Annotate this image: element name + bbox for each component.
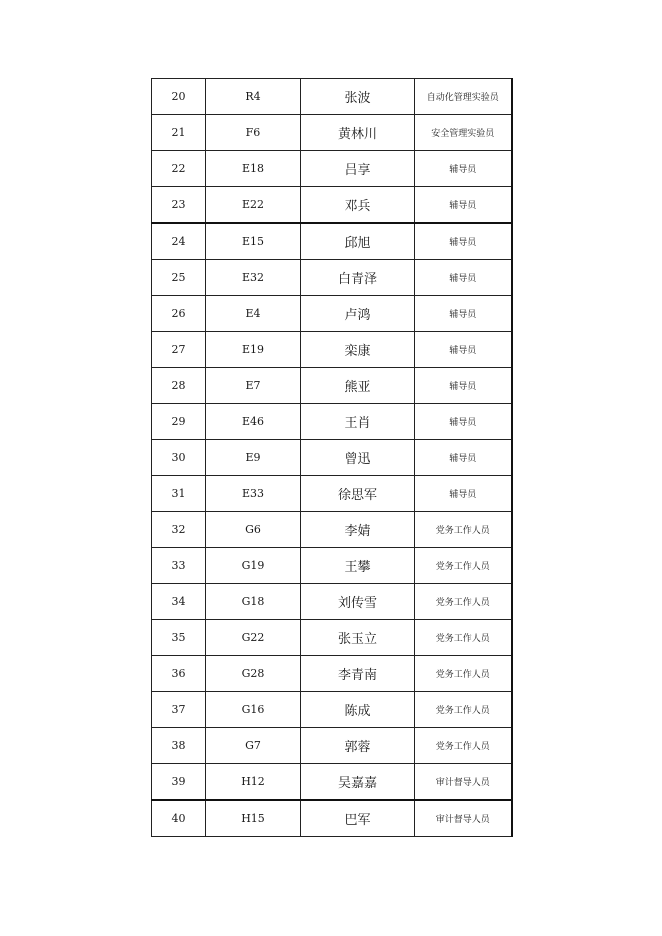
row-name: 巴军 — [301, 800, 415, 837]
row-code: G16 — [206, 692, 301, 728]
row-code: E7 — [206, 368, 301, 404]
table-row — [152, 476, 512, 512]
row-role: 自动化管理实验员 — [415, 79, 512, 115]
row-role: 辅导员 — [415, 476, 512, 512]
row-number: 40 — [152, 800, 206, 837]
row-number: 39 — [152, 764, 206, 801]
row-role: 辅导员 — [415, 440, 512, 476]
row-number: 30 — [152, 440, 206, 476]
row-code: E46 — [206, 404, 301, 440]
row-role: 审计督导人员 — [415, 800, 512, 837]
table-row — [152, 800, 512, 837]
row-name: 张波 — [301, 79, 415, 115]
row-code: H12 — [206, 764, 301, 801]
row-role: 辅导员 — [415, 404, 512, 440]
row-role: 党务工作人员 — [415, 512, 512, 548]
row-code: E15 — [206, 223, 301, 260]
row-name: 卢鸿 — [301, 296, 415, 332]
row-role: 辅导员 — [415, 223, 512, 260]
row-code: R4 — [206, 79, 301, 115]
table-row — [152, 656, 512, 692]
row-name: 白青泽 — [301, 260, 415, 296]
row-name: 吕享 — [301, 151, 415, 187]
row-number: 31 — [152, 476, 206, 512]
row-code: G19 — [206, 548, 301, 584]
staff-table-body — [152, 79, 512, 837]
table-row — [152, 440, 512, 476]
row-code: F6 — [206, 115, 301, 151]
row-name: 熊亚 — [301, 368, 415, 404]
row-name: 曾迅 — [301, 440, 415, 476]
table-row — [152, 584, 512, 620]
row-name: 邱旭 — [301, 223, 415, 260]
row-role: 辅导员 — [415, 151, 512, 187]
row-code: G22 — [206, 620, 301, 656]
row-number: 36 — [152, 656, 206, 692]
table-row — [152, 296, 512, 332]
row-code: H15 — [206, 800, 301, 837]
row-name: 邓兵 — [301, 187, 415, 224]
row-code: G18 — [206, 584, 301, 620]
table-row — [152, 151, 512, 187]
row-code: G7 — [206, 728, 301, 764]
staff-table — [151, 78, 513, 837]
table-row — [152, 223, 512, 260]
row-role: 党务工作人员 — [415, 548, 512, 584]
table-row — [152, 404, 512, 440]
row-name: 郭蓉 — [301, 728, 415, 764]
row-number: 28 — [152, 368, 206, 404]
table-row — [152, 368, 512, 404]
row-number: 33 — [152, 548, 206, 584]
table-row — [152, 260, 512, 296]
table-row — [152, 764, 512, 801]
row-number: 24 — [152, 223, 206, 260]
row-number: 37 — [152, 692, 206, 728]
row-role: 党务工作人员 — [415, 620, 512, 656]
row-role: 审计督导人员 — [415, 764, 512, 801]
row-code: G28 — [206, 656, 301, 692]
row-role: 辅导员 — [415, 187, 512, 224]
row-number: 20 — [152, 79, 206, 115]
row-name: 王攀 — [301, 548, 415, 584]
table-row — [152, 332, 512, 368]
row-number: 32 — [152, 512, 206, 548]
row-role: 辅导员 — [415, 260, 512, 296]
row-code: E19 — [206, 332, 301, 368]
row-role: 辅导员 — [415, 332, 512, 368]
row-role: 党务工作人员 — [415, 692, 512, 728]
row-number: 27 — [152, 332, 206, 368]
table-row — [152, 187, 512, 224]
row-number: 25 — [152, 260, 206, 296]
row-name: 吴嘉嘉 — [301, 764, 415, 801]
row-name: 李青南 — [301, 656, 415, 692]
row-number: 23 — [152, 187, 206, 224]
row-name: 陈成 — [301, 692, 415, 728]
row-code: E22 — [206, 187, 301, 224]
table-row — [152, 728, 512, 764]
row-role: 辅导员 — [415, 368, 512, 404]
table-row — [152, 620, 512, 656]
row-number: 26 — [152, 296, 206, 332]
row-name: 栾康 — [301, 332, 415, 368]
row-name: 王肖 — [301, 404, 415, 440]
row-number: 38 — [152, 728, 206, 764]
row-code: E4 — [206, 296, 301, 332]
row-number: 22 — [152, 151, 206, 187]
row-code: E18 — [206, 151, 301, 187]
row-role: 安全管理实验员 — [415, 115, 512, 151]
table-row — [152, 79, 512, 115]
row-number: 21 — [152, 115, 206, 151]
row-code: E9 — [206, 440, 301, 476]
row-name: 李婧 — [301, 512, 415, 548]
row-name: 黄林川 — [301, 115, 415, 151]
row-role: 党务工作人员 — [415, 728, 512, 764]
row-code: E33 — [206, 476, 301, 512]
table-row — [152, 512, 512, 548]
row-name: 张玉立 — [301, 620, 415, 656]
row-role: 党务工作人员 — [415, 584, 512, 620]
table-row — [152, 115, 512, 151]
row-number: 29 — [152, 404, 206, 440]
table-row — [152, 548, 512, 584]
table-row — [152, 692, 512, 728]
row-number: 34 — [152, 584, 206, 620]
row-name: 徐思军 — [301, 476, 415, 512]
row-role: 党务工作人员 — [415, 656, 512, 692]
row-code: G6 — [206, 512, 301, 548]
row-name: 刘传雪 — [301, 584, 415, 620]
row-code: E32 — [206, 260, 301, 296]
row-role: 辅导员 — [415, 296, 512, 332]
row-number: 35 — [152, 620, 206, 656]
